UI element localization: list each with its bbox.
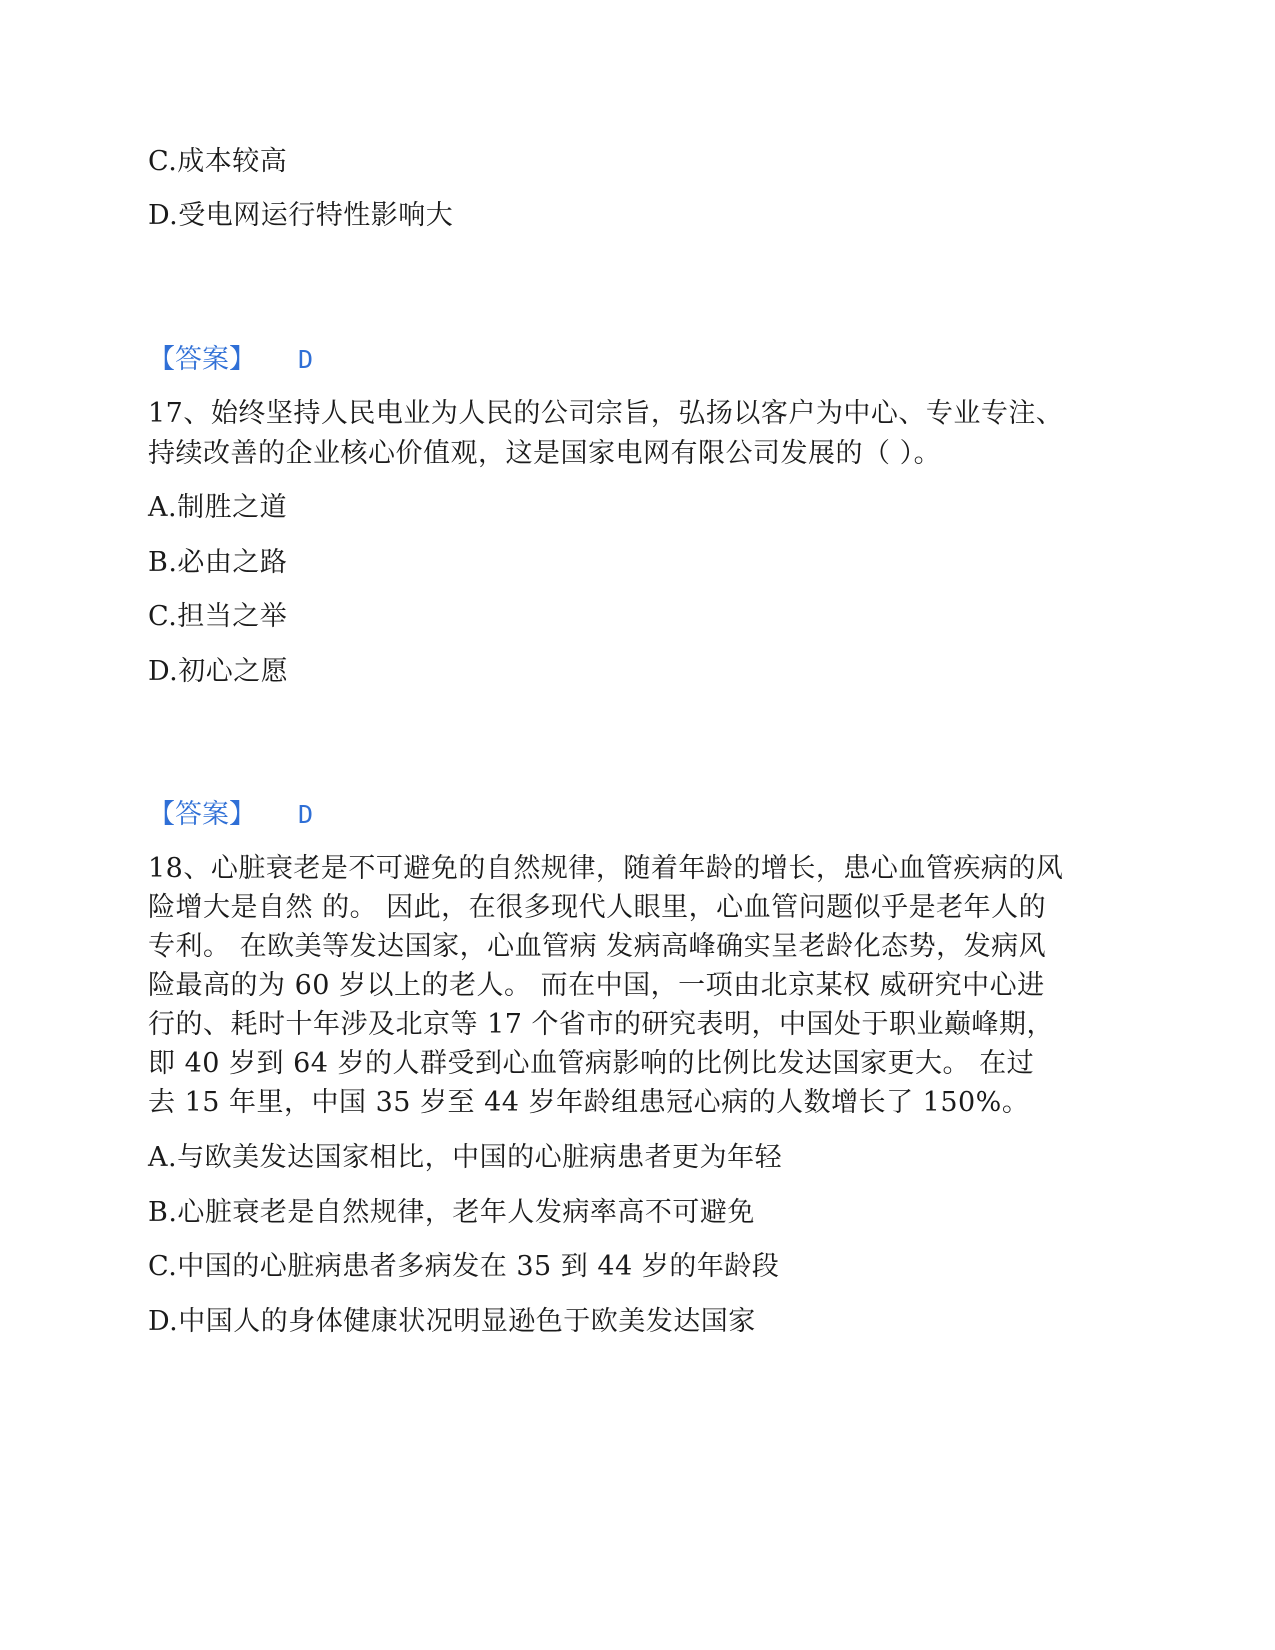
q17-stem-line-2: 持续改善的企业核心价值观，这是国家电网有限公司发展的（ ）。: [148, 438, 942, 469]
q16-option-d: D.受电网运行特性影响大: [148, 200, 454, 231]
q18-stem-line-7: 去 15 年里，中国 35 岁至 44 岁年龄组患冠心病的人数增长了 150%。: [148, 1087, 1030, 1118]
answer-value: D: [298, 800, 314, 829]
q17-option-a: A.制胜之道: [148, 492, 288, 523]
q17-option-c: C.担当之举: [148, 601, 288, 632]
answer-label: 【答案】: [148, 344, 256, 375]
q18-stem-line-3: 专利。 在欧美等发达国家，心血管病 发病高峰确实呈老龄化态势，发病风: [148, 931, 1047, 962]
q18-stem-line-2: 险增大是自然 的。 因此，在很多现代人眼里，心血管问题似乎是老年人的: [148, 892, 1047, 923]
q17-option-d: D.初心之愿: [148, 656, 289, 687]
q18-option-d: D.中国人的身体健康状况明显逊色于欧美发达国家: [148, 1306, 756, 1337]
q16-option-c: C.成本较高: [148, 146, 288, 177]
q17-answer: [148, 797, 313, 833]
answer-value: D: [298, 345, 314, 374]
q18-stem-line-4: 险最高的为 60 岁以上的老人。 而在中国，一项由北京某权 威研究中心进: [148, 970, 1045, 1001]
q18-stem-line-1: 18、心脏衰老是不可避免的自然规律，随着年龄的增长，患心血管疾病的风: [148, 853, 1064, 884]
q18-stem-line-5: 行的、耗时十年涉及北京等 17 个省市的研究表明，中国处于职业巅峰期，: [148, 1009, 1055, 1040]
answer-label: 【答案】: [148, 799, 256, 830]
q18-stem-line-6: 即 40 岁到 64 岁的人群受到心血管病影响的比例比发达国家更大。 在过: [148, 1048, 1035, 1079]
q17-option-b: B.必由之路: [148, 547, 288, 578]
q16-answer: [148, 342, 313, 378]
q18-option-a: A.与欧美发达国家相比，中国的心脏病患者更为年轻: [148, 1142, 783, 1173]
q17-stem-line-1: 17、始终坚持人民电业为人民的公司宗旨，弘扬以客户为中心、专业专注、: [148, 398, 1064, 429]
q18-option-c: C.中国的心脏病患者多病发在 35 到 44 岁的年龄段: [148, 1251, 780, 1282]
q18-option-b: B.心脏衰老是自然规律，老年人发病率高不可避免: [148, 1197, 755, 1228]
